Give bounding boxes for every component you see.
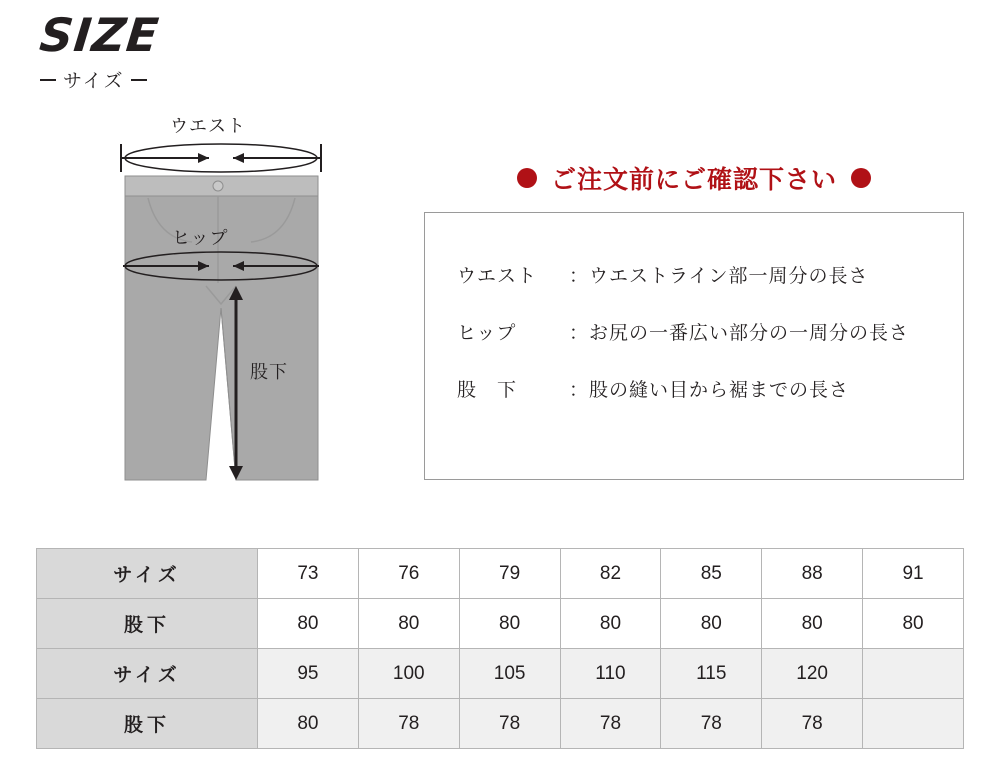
page-subtitle-row [40,66,220,93]
table-cell: 85 [661,549,762,599]
table-cell: 105 [459,649,560,699]
notice-separator: ： [569,323,590,344]
notice-description: 股の縫い目から裾までの長さ [589,380,850,401]
notice-row [457,318,963,345]
pants-illustration [108,108,408,498]
dash-right-decoration [131,79,147,81]
waist-label: ウエスト [170,116,246,136]
table-cell: 78 [358,699,459,749]
pants-shape [125,176,318,480]
table-cell: 80 [459,599,560,649]
table-cell: 80 [762,599,863,649]
table-cell: 82 [560,549,661,599]
table-cell: 80 [661,599,762,649]
notice-row [457,261,963,288]
notice-box [424,212,964,480]
notice-term: ヒップ [457,323,537,344]
notice-term: ウエスト [457,266,538,287]
row-header: サイズ [37,549,258,599]
table-cell: 78 [762,699,863,749]
page-subtitle: サイズ [63,71,125,92]
table-cell: 73 [258,549,359,599]
table-cell: 80 [258,599,359,649]
row-header: サイズ [37,649,258,699]
waist-measure-guide [121,144,321,172]
table-cell-empty [863,699,964,749]
table-cell: 80 [863,599,964,649]
size-table [36,548,964,749]
table-row [37,599,964,649]
pants-measurement-diagram [108,108,408,498]
notice-term: 股 下 [457,380,538,401]
notice-heading [424,160,964,196]
table-cell: 76 [358,549,459,599]
table-cell: 100 [358,649,459,699]
dash-left-decoration [40,79,56,81]
page-header [37,8,220,93]
bullet-dot-icon [851,168,871,188]
table-cell: 120 [762,649,863,699]
bullet-dot-icon [517,168,537,188]
notice-description: お尻の一番広い部分の一周分の長さ [589,323,910,344]
table-cell: 91 [863,549,964,599]
table-cell: 80 [258,699,359,749]
notice-description: ウエストライン部一周分の長さ [589,266,869,287]
notice-heading-text: ご注文前にご確認下さい [550,166,837,194]
table-cell: 95 [258,649,359,699]
notice-separator: ： [569,266,590,287]
inseam-label: 股下 [250,362,288,382]
hip-label: ヒップ [172,228,229,248]
table-cell: 115 [661,649,762,699]
table-cell: 78 [661,699,762,749]
table-row [37,549,964,599]
page-title: SIZE [37,8,162,62]
notice-separator: ： [569,380,590,401]
table-cell: 78 [560,699,661,749]
table-cell: 78 [459,699,560,749]
table-cell: 79 [459,549,560,599]
table-cell: 110 [560,649,661,699]
notice-section [424,160,964,480]
table-cell: 88 [762,549,863,599]
table-row [37,649,964,699]
table-row [37,699,964,749]
notice-row [457,375,963,402]
table-cell-empty [863,649,964,699]
row-header: 股下 [37,599,258,649]
row-header: 股下 [37,699,258,749]
table-cell: 80 [358,599,459,649]
table-cell: 80 [560,599,661,649]
